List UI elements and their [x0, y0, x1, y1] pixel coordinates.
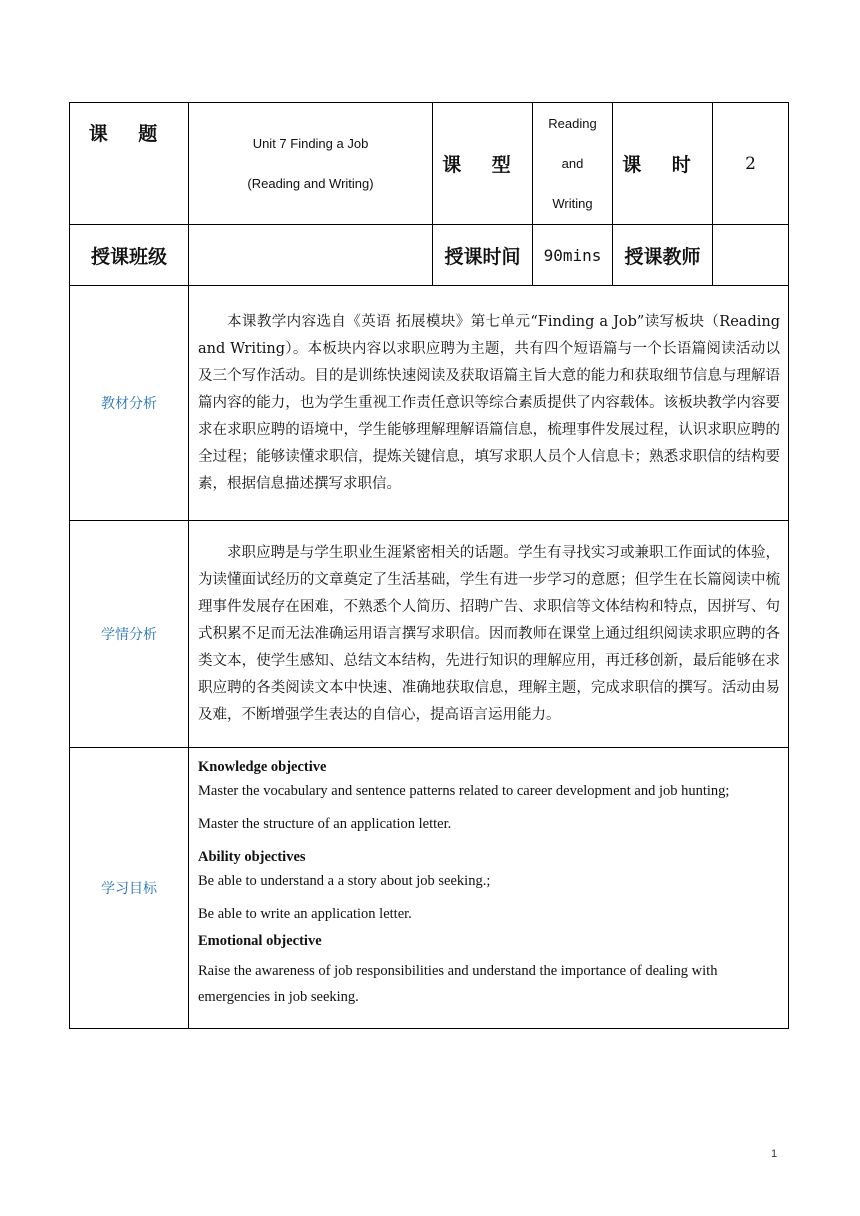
topic-line2: (Reading and Writing)	[247, 175, 374, 191]
knowledge-item: Master the vocabulary and sentence patterns related to career development and job hunting;	[198, 783, 730, 799]
hours-label: 课 时	[613, 103, 713, 225]
hours-value: 2	[713, 103, 789, 225]
class-value	[189, 225, 433, 286]
material-analysis-label: 教材分析	[70, 286, 189, 521]
lesson-plan-table	[69, 102, 789, 1029]
type-line1: Reading	[548, 115, 597, 131]
teacher-value	[713, 225, 789, 286]
material-analysis-row	[70, 286, 789, 521]
ability-item: Be able to write an application letter.	[198, 906, 412, 922]
type-value-cell	[533, 103, 613, 225]
ability-heading: Ability objectives	[198, 849, 306, 865]
class-label: 授课班级	[70, 225, 189, 286]
type-line2: and	[561, 155, 584, 171]
type-line3: Writing	[552, 195, 593, 211]
student-analysis-row	[70, 521, 789, 748]
student-analysis-label: 学情分析	[70, 521, 189, 748]
topic-line1: Unit 7 Finding a Job	[252, 135, 369, 151]
emotional-item: Raise the awareness of job responsibilities and understand the importance of dealing with emergencies in job seeking.	[198, 963, 718, 1005]
teacher-label: 授课教师	[613, 225, 713, 286]
objectives-row	[70, 748, 789, 1029]
type-label: 课 型	[433, 103, 533, 225]
material-analysis-cell	[189, 286, 789, 521]
knowledge-item: Master the structure of an application letter.	[198, 816, 452, 832]
class-info-row	[70, 225, 789, 286]
material-analysis-text: 本课教学内容选自《英语 拓展模块》第七单元“Finding a Job”读写板块（Reading and Writing）。本板块内容以求职应聘为主题，共有四个短语篇与一个长语篇阅读活动以及三个写作活动。目的是训练快速阅读及获取语篇主旨大意的能力和获取细节信息与理解语篇内容的能力，也为学生重视工作责任意识等综合素质提供了内容载体。该板块教学内容要求在求职应聘的语境中，学生能够理解理解语篇信息，梳理事件发展过程，认识求职应聘的全过程；能够读懂求职信，提炼关键信息，填写求职人员个人信息卡；熟悉求职信的结构要素，根据信息描述撰写求职信。	[198, 313, 780, 492]
page-number: 1	[771, 1148, 778, 1160]
knowledge-heading: Knowledge objective	[198, 759, 327, 775]
topic-label: 课 题	[70, 103, 189, 225]
ability-item: Be able to understand a a story about job seeking.;	[198, 873, 491, 889]
student-analysis-cell	[189, 521, 789, 748]
objectives-cell	[189, 748, 789, 1029]
time-label: 授课时间	[433, 225, 533, 286]
student-analysis-text: 求职应聘是与学生职业生涯紧密相关的话题。学生有寻找实习或兼职工作面试的体验，为读懂面试经历的文章奠定了生活基础，学生有进一步学习的意愿；但学生在长篇阅读中梳理事件发展存在困难，不熟悉个人简历、招聘广告、求职信等文体结构和特点，因拼写、句式积累不足而无法准确运用语言撰写求职信。因而教师在课堂上通过组织阅读求职应聘的各类文本，使学生感知、总结文本结构，先进行知识的理解应用，再迁移创新，最后能够在求职应聘的各类阅读文本中快速、准确地获取信息，理解主题，完成求职信的撰写。活动由易及难，不断增强学生表达的自信心，提高语言运用能力。	[198, 544, 780, 723]
objectives-label: 学习目标	[70, 748, 189, 1029]
objectives-content	[189, 748, 788, 1014]
header-row	[70, 103, 789, 225]
time-value: 90mins	[533, 225, 613, 286]
emotional-heading: Emotional objective	[198, 933, 322, 949]
topic-value-cell	[189, 103, 433, 225]
